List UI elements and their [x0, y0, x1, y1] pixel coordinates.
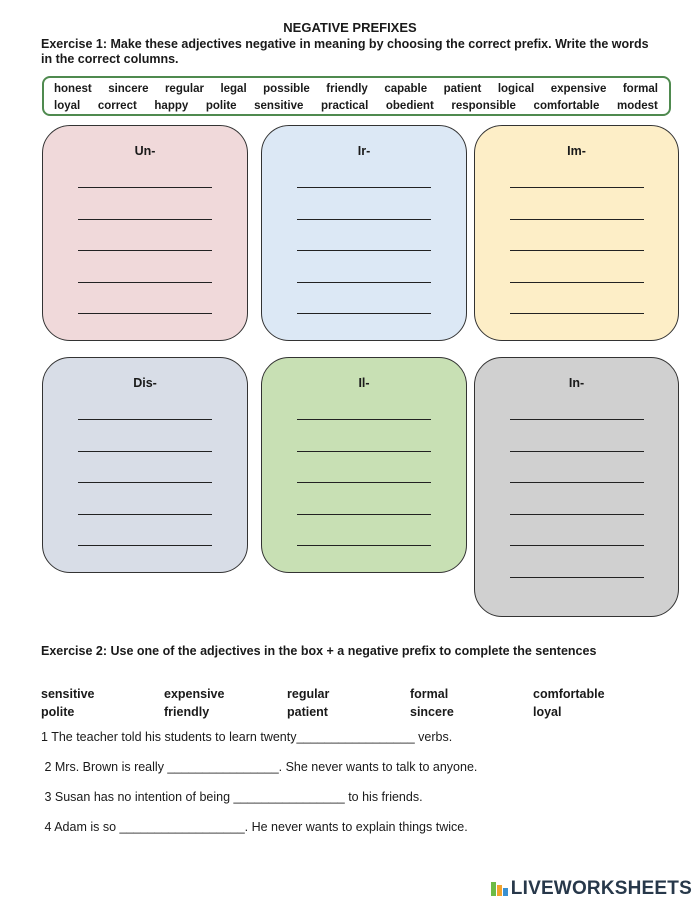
- word-bank-item: happy: [154, 100, 189, 112]
- prefix-panel-ir: [261, 125, 467, 341]
- prefix-label: Dis-: [133, 376, 157, 390]
- answer-blank-line[interactable]: [510, 545, 644, 546]
- brand-text: LIVEWORKSHEETS: [510, 878, 692, 899]
- liveworksheets-logo-icon: [491, 880, 509, 898]
- word-bank-item: polite: [205, 100, 237, 112]
- exercise2-instruction: Exercise 2: Use one of the adjectives in the box + a negative prefix to complete the sentences: [41, 644, 597, 658]
- word-bank-item: regular: [164, 83, 204, 95]
- answer-blank-line[interactable]: [510, 514, 644, 515]
- prefix-panel-in: [474, 357, 679, 617]
- answer-blank-line[interactable]: [78, 187, 212, 188]
- answer-blank-line[interactable]: [78, 482, 212, 483]
- word-bank-item: honest: [54, 83, 92, 95]
- word-item: regular: [287, 687, 330, 701]
- word-bank-item: practical: [320, 100, 369, 112]
- answer-blank-line[interactable]: [78, 219, 212, 220]
- word-bank-item: correct: [97, 100, 137, 112]
- brand-watermark: [491, 878, 692, 900]
- answer-blank-line[interactable]: [297, 451, 431, 452]
- sentence-4: 4 Adam is so __________________. He never wants to explain things twice.: [41, 820, 468, 834]
- word-bank-item: responsible: [451, 100, 516, 112]
- answer-blank-line[interactable]: [78, 545, 212, 546]
- answer-blank-line[interactable]: [510, 482, 644, 483]
- sentence-1: 1 The teacher told his students to learn twenty_________________ verbs.: [41, 730, 453, 744]
- word-item: comfortable: [533, 687, 605, 701]
- answer-blank-line[interactable]: [510, 250, 644, 251]
- exercise2-word-list: [41, 686, 681, 720]
- word-bank-item: logical: [497, 83, 535, 95]
- answer-blank-line[interactable]: [510, 419, 644, 420]
- word-bank-item: loyal: [54, 100, 81, 112]
- prefix-panel-im: [474, 125, 679, 341]
- answer-blank-line[interactable]: [78, 451, 212, 452]
- answer-blank-line[interactable]: [297, 545, 431, 546]
- answer-blank-line[interactable]: [78, 514, 212, 515]
- word-bank-item: capable: [384, 83, 428, 95]
- word-bank-item: formal: [622, 83, 658, 95]
- word-bank-item: possible: [263, 83, 310, 95]
- answer-blank-line[interactable]: [510, 577, 644, 578]
- page-title: NEGATIVE PREFIXES: [283, 20, 417, 35]
- answer-blank-line[interactable]: [78, 313, 212, 314]
- prefix-label: Il-: [358, 376, 370, 390]
- answer-blank-line[interactable]: [297, 282, 431, 283]
- word-item: formal: [410, 687, 449, 701]
- word-bank-item: sincere: [108, 83, 149, 95]
- word-bank-row: [44, 81, 669, 98]
- word-bank-item: expensive: [550, 83, 607, 95]
- sentence-3: 3 Susan has no intention of being ________________ to his friends.: [41, 790, 423, 804]
- sentence-2: 2 Mrs. Brown is really ________________. She never wants to talk to anyone.: [41, 760, 478, 774]
- answer-blank-line[interactable]: [297, 219, 431, 220]
- answer-blank-line[interactable]: [510, 219, 644, 220]
- word-bank-box: [42, 76, 671, 116]
- word-bank-item: friendly: [326, 83, 368, 95]
- word-bank-item: obedient: [385, 100, 434, 112]
- prefix-panel-dis: [42, 357, 248, 573]
- prefix-label: Im-: [567, 144, 586, 158]
- word-bank-item: legal: [220, 83, 247, 95]
- word-bank-item: comfortable: [533, 100, 600, 112]
- prefix-panel-il: [261, 357, 467, 573]
- answer-blank-line[interactable]: [78, 419, 212, 420]
- answer-blank-line[interactable]: [297, 313, 431, 314]
- answer-blank-line[interactable]: [510, 451, 644, 452]
- answer-blank-line[interactable]: [297, 250, 431, 251]
- prefix-label: In-: [568, 376, 585, 390]
- word-item: patient: [287, 705, 328, 719]
- prefix-label: Un-: [134, 144, 156, 158]
- word-bank-item: modest: [616, 100, 658, 112]
- answer-blank-line[interactable]: [78, 250, 212, 251]
- word-item: expensive: [164, 687, 225, 701]
- prefix-panel-un: [42, 125, 248, 341]
- answer-blank-line[interactable]: [297, 187, 431, 188]
- prefix-label: Ir-: [357, 144, 371, 158]
- answer-blank-line[interactable]: [510, 187, 644, 188]
- answer-blank-line[interactable]: [297, 419, 431, 420]
- exercise1-instruction: Exercise 1: Make these adjectives negative in meaning by choosing the correct prefix. Write the words in the correct columns.: [41, 37, 649, 66]
- word-item: sincere: [410, 705, 454, 719]
- answer-blank-line[interactable]: [297, 514, 431, 515]
- word-bank-row: [44, 98, 669, 115]
- word-bank-item: sensitive: [254, 100, 304, 112]
- answer-blank-line[interactable]: [78, 282, 212, 283]
- word-bank-item: patient: [443, 83, 482, 95]
- word-item: loyal: [533, 705, 562, 719]
- answer-blank-line[interactable]: [297, 482, 431, 483]
- word-item: sensitive: [41, 687, 95, 701]
- word-item: polite: [41, 705, 75, 719]
- answer-blank-line[interactable]: [510, 282, 644, 283]
- answer-blank-line[interactable]: [510, 313, 644, 314]
- word-item: friendly: [164, 705, 210, 719]
